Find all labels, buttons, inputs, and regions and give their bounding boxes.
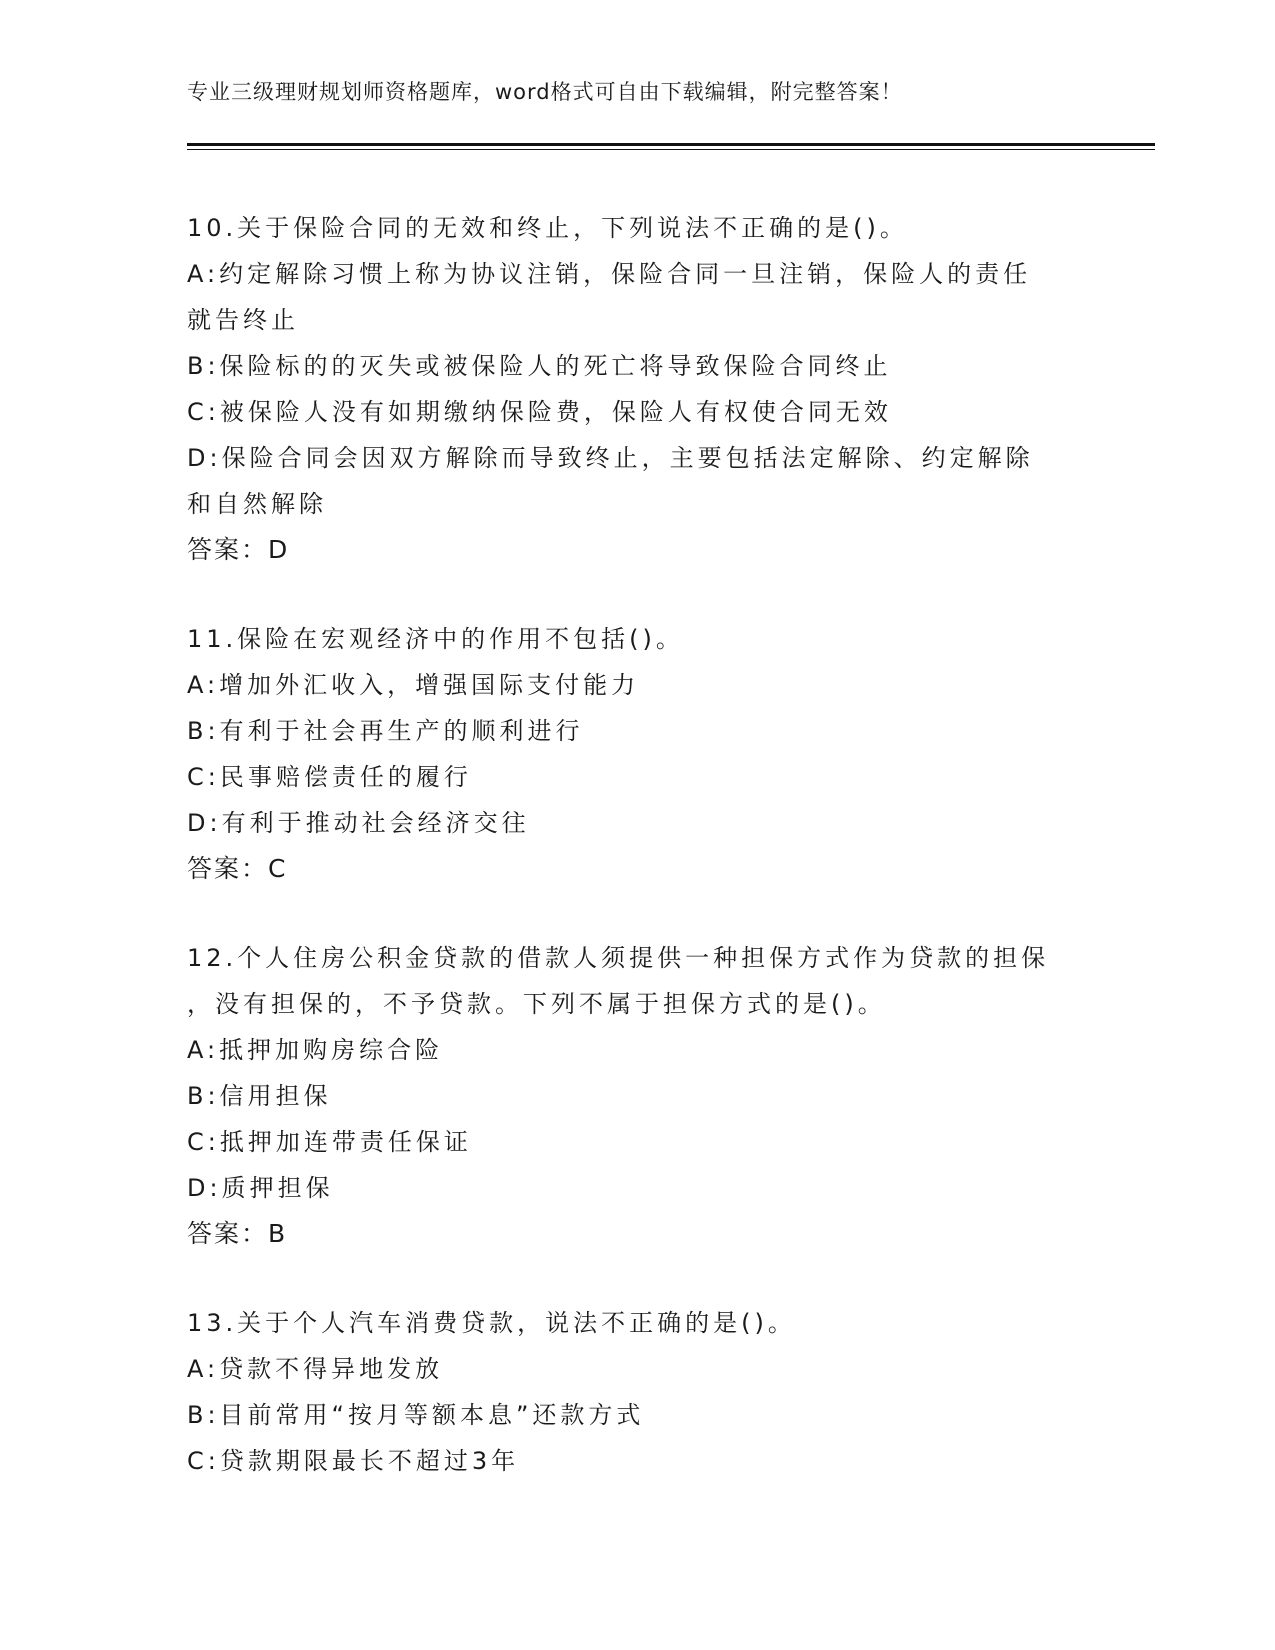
option-d-continued: 和自然解除 bbox=[187, 490, 327, 518]
option-b: B:有利于社会再生产的顺利进行 bbox=[187, 717, 584, 745]
option-b: B:目前常用“按月等额本息”还款方式 bbox=[187, 1401, 645, 1429]
option-a: A:约定解除习惯上称为协议注销，保险合同一旦注销，保险人的责任 bbox=[187, 260, 1032, 288]
option-c: C:民事赔偿责任的履行 bbox=[187, 763, 472, 791]
option-a: A:贷款不得异地发放 bbox=[187, 1355, 444, 1383]
question-stem-continued: ，没有担保的，不予贷款。下列不属于担保方式的是()。 bbox=[187, 990, 886, 1018]
answer: 答案：D bbox=[187, 535, 290, 564]
page-header: 专业三级理财规划师资格题库，word格式可自由下载编辑，附完整答案！ bbox=[187, 80, 903, 104]
question-11 bbox=[187, 616, 1087, 892]
option-c: C:抵押加连带责任保证 bbox=[187, 1128, 472, 1156]
option-d: D:质押担保 bbox=[187, 1174, 334, 1202]
question-stem: 12.个人住房公积金贷款的借款人须提供一种担保方式作为贷款的担保 bbox=[187, 944, 1050, 972]
option-a: A:抵押加购房综合险 bbox=[187, 1036, 444, 1064]
answer: 答案：C bbox=[187, 854, 288, 883]
header-rule-thin bbox=[187, 149, 1155, 150]
option-d: D:有利于推动社会经济交往 bbox=[187, 809, 530, 837]
option-b: B:保险标的的灭失或被保险人的死亡将导致保险合同终止 bbox=[187, 352, 892, 380]
question-list bbox=[187, 205, 1087, 1527]
option-a: A:增加外汇收入，增强国际支付能力 bbox=[187, 671, 640, 699]
question-13 bbox=[187, 1300, 1087, 1484]
option-b: B:信用担保 bbox=[187, 1082, 332, 1110]
question-10 bbox=[187, 205, 1087, 573]
option-a-continued: 就告终止 bbox=[187, 306, 299, 334]
option-c: C:被保险人没有如期缴纳保险费，保险人有权使合同无效 bbox=[187, 398, 892, 426]
question-12 bbox=[187, 935, 1087, 1257]
question-stem: 13.关于个人汽车消费贷款，说法不正确的是()。 bbox=[187, 1309, 796, 1337]
answer: 答案：B bbox=[187, 1219, 288, 1248]
header-rule bbox=[187, 143, 1155, 146]
option-d: D:保险合同会因双方解除而导致终止，主要包括法定解除、约定解除 bbox=[187, 444, 1034, 472]
option-c: C:贷款期限最长不超过3年 bbox=[187, 1447, 520, 1475]
question-stem: 11.保险在宏观经济中的作用不包括()。 bbox=[187, 625, 684, 653]
question-stem: 10.关于保险合同的无效和终止，下列说法不正确的是()。 bbox=[187, 214, 908, 242]
